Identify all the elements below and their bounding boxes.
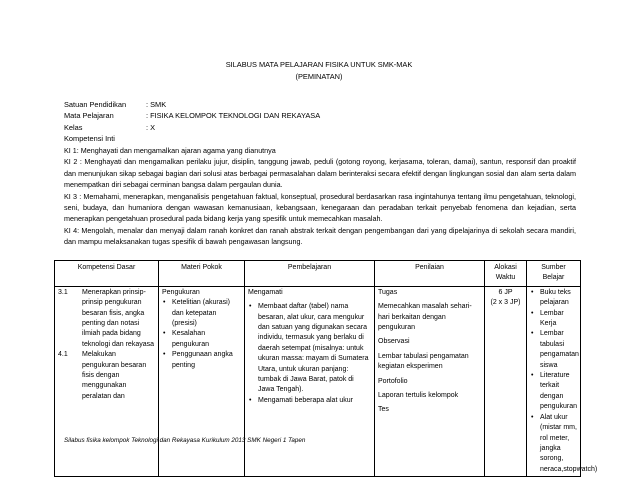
header-cell: Materi Pokok xyxy=(159,261,245,287)
penilaian-cell xyxy=(375,286,485,476)
alokasi-cell xyxy=(485,286,527,476)
list-item: • Mengamati beberapa alat ukur xyxy=(258,396,371,406)
syllabus-table xyxy=(54,260,598,477)
header-cell: Pembelajaran xyxy=(245,261,375,287)
ki-item: KI 4: Mengolah, menalar dan menyaji dalam ranah konkret dan ranah abstrak terkait dengan pengembangan dari yang dipelajarinya di sekolah secara mandiri, dan mampu melaksanakan tugas spesifik di bawah pengawasan langsung. xyxy=(64,225,576,247)
title-line-1: SILABUS MATA PELAJARAN FISIKA UNTUK SMK-MAK xyxy=(225,60,413,69)
meta-key: Satuan Pendidikan xyxy=(64,100,127,109)
meta-value: : X xyxy=(146,122,156,132)
document-title xyxy=(0,59,638,83)
materi-title: Pengukuran xyxy=(162,288,200,296)
table-row xyxy=(55,286,581,476)
kompetensi-inti xyxy=(64,145,576,248)
penilaian-item: Portofolio xyxy=(378,377,408,385)
meta-value: : FISIKA KELOMPOK TEKNOLOGI DAN REKAYASA xyxy=(146,111,321,121)
kd-item xyxy=(58,288,155,350)
title-line-2: (PEMINATAN) xyxy=(295,72,343,81)
materi-list xyxy=(162,298,241,371)
meta-row xyxy=(64,110,320,121)
meta-key: Kompetensi Inti xyxy=(64,134,115,144)
kd-text: Melakukan pengukuran besaran fisis dengan menggunakan peralatan dan xyxy=(82,351,147,400)
list-item: • Lembar Kerja xyxy=(540,309,577,330)
meta-row xyxy=(64,122,320,133)
header-cell: Alokasi Waktu xyxy=(485,261,527,287)
materi-cell xyxy=(159,286,245,476)
kd-text: Menerapkan prinsip- prinsip pengukuran besaran fisis, angka penting dan notasi ilmiah pada bidang teknologi dan rekayasa xyxy=(82,288,154,348)
alokasi-item: (2 x 3 JP) xyxy=(490,299,521,307)
list-item: • Buku teks pelajaran xyxy=(540,288,577,309)
page-footer: Silabus fisika kelompok Teknologi dan Rekayasa Kurikulum 2013 SMK Negeri 1 Tapen xyxy=(64,437,306,444)
kd-number: 3.1 xyxy=(58,288,68,296)
kd-item xyxy=(58,350,155,402)
list-item: • Penggunaan angka penting xyxy=(172,350,241,371)
header-cell: Sumber Belajar xyxy=(527,261,581,287)
header-cell: Kompetensi Dasar xyxy=(55,261,159,287)
meta-key: Kelas xyxy=(64,122,83,132)
list-item: • Kesalahan pengukuran xyxy=(172,329,241,350)
list-item: • Lembar tabulasi pengamatan siswa xyxy=(540,329,577,371)
penilaian-item: Memecahkan masalah sehari-hari berkaitan dengan pengukuran xyxy=(378,303,472,332)
ki-item: KI 2 : Menghayati dan mengamalkan perilaku jujur, disiplin, tanggung jawab, peduli (gotong royong, kerjasama, toleran, damai), santun, responsif dan proaktif dan menunjukan sikap sebagai bagian dari solusi atas berbagai permasalahan dalam berinteraksi secara efektif dengan lingkungan sosial dan alam serta dalam menempatkan diri sebagai cerminan bangsa dalam pergaulan dunia. xyxy=(64,157,576,190)
sumber-list xyxy=(530,288,598,475)
ki-item: KI 1: Menghayati dan mengamalkan ajaran agama yang dianutnya xyxy=(64,146,276,155)
ki-item: KI 3 : Memahami, menerapkan, menganalisis pengetahuan faktual, konseptual, prosedural berdasarkan rasa ingintahunya tentang ilmu pengetahuan, teknologi, seni, budaya, dan humaniora dengan wawasan kemanusiaan, kebangsaan, kenegaraan dan peradaban terkait penyebab fenomena dan kejadian, serta menerapkan pengetahuan prosedural pada bidang kerja yang spesifik untuk memecahkan masalah. xyxy=(64,191,576,224)
meta-row xyxy=(64,99,320,110)
meta-row xyxy=(64,133,320,144)
sumber-cell xyxy=(527,286,598,476)
list-item: • Membaat daftar (tabel) nama besaran, alat ukur, cara mengukur dan satuan yang digunakan secara individu, termasuk yang berlaku di daerah setempat (misalnya: untuk ukuran massa: mayam di Sumatera Utara, untuk ukuran panjang: tumbak di Jawa Barat, patok di Jawa Tengah). xyxy=(258,302,371,396)
list-item: • Literature terkait dengan pengukuran xyxy=(540,371,577,413)
pembelajaran-cell xyxy=(245,286,375,476)
penilaian-item: Lembar tabulasi pengamatan kegiatan eksperimen xyxy=(378,352,469,371)
alokasi-item: 6 JP xyxy=(498,288,513,296)
penilaian-item: Tes xyxy=(378,406,389,414)
meta-value: : SMK xyxy=(146,100,167,109)
kd-cell xyxy=(55,286,159,476)
meta-info xyxy=(64,99,320,145)
pembelajaran-list xyxy=(248,302,371,406)
kd-number: 4.1 xyxy=(58,351,68,359)
pembelajaran-title: Mengamati xyxy=(248,288,283,296)
list-item: • Ketelitian (akurasi) dan ketepatan (presisi) xyxy=(172,298,241,329)
header-cell: Penilaian xyxy=(375,261,485,287)
meta-key: Mata Pelajaran xyxy=(64,111,114,121)
list-item: • Alat ukur (mistar mm, rol meter, jangka sorong, neraca,stopwatch) xyxy=(540,413,577,475)
penilaian-item: Laporan tertulis kelompok xyxy=(378,392,459,400)
penilaian-item: Observasi xyxy=(378,338,410,346)
penilaian-item: Tugas xyxy=(378,288,398,296)
table-header-row xyxy=(55,261,581,287)
